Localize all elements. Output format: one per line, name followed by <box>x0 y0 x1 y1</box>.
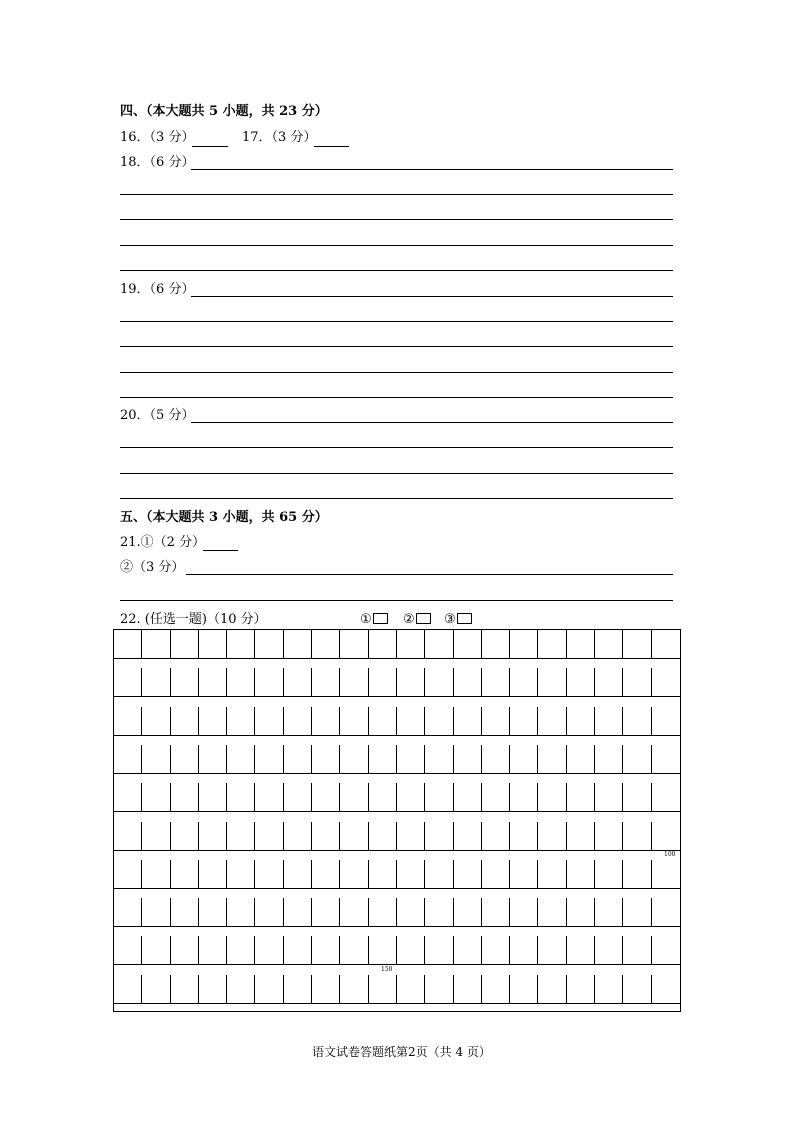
grid-cell[interactable] <box>142 707 170 735</box>
grid-cell[interactable] <box>482 898 510 926</box>
grid-cell[interactable] <box>539 975 567 1003</box>
grid-cell[interactable] <box>171 745 199 773</box>
grid-cell[interactable] <box>425 860 453 888</box>
grid-cell[interactable] <box>171 668 199 696</box>
grid-cell[interactable] <box>623 668 651 696</box>
grid-row <box>114 860 680 889</box>
grid-cell[interactable] <box>312 745 340 773</box>
grid-cell[interactable] <box>454 745 482 773</box>
grid-cell[interactable] <box>454 936 482 964</box>
grid-cell[interactable] <box>369 630 397 658</box>
grid-cell[interactable] <box>482 975 510 1003</box>
grid-cell[interactable] <box>199 975 227 1003</box>
grid-cell[interactable] <box>227 822 255 850</box>
answer-line-19[interactable] <box>191 296 673 297</box>
grid-cell[interactable] <box>454 707 482 735</box>
grid-cell[interactable] <box>369 668 397 696</box>
grid-row <box>114 822 680 851</box>
grid-cell[interactable] <box>623 783 651 811</box>
grid-cell[interactable] <box>227 668 255 696</box>
grid-cell[interactable] <box>482 936 510 964</box>
grid-cell[interactable] <box>652 936 680 964</box>
grid-cell[interactable] <box>114 668 142 696</box>
choice-2-checkbox[interactable] <box>416 613 431 624</box>
grid-cell[interactable] <box>482 707 510 735</box>
grid-cell[interactable] <box>284 783 312 811</box>
grid-cell[interactable] <box>595 898 623 926</box>
grid-cell[interactable] <box>114 936 142 964</box>
grid-cell[interactable] <box>510 860 538 888</box>
grid-cell[interactable] <box>425 936 453 964</box>
grid-cell[interactable] <box>171 783 199 811</box>
grid-cell[interactable] <box>284 860 312 888</box>
grid-cell[interactable] <box>199 707 227 735</box>
grid-cell[interactable] <box>142 822 170 850</box>
grid-cell[interactable] <box>567 783 595 811</box>
answer-line-18[interactable] <box>191 169 673 170</box>
grid-cell[interactable] <box>114 783 142 811</box>
grid-cell[interactable] <box>425 630 453 658</box>
grid-cell[interactable] <box>623 898 651 926</box>
grid-cell[interactable] <box>482 860 510 888</box>
grid-cell[interactable] <box>256 668 284 696</box>
grid-cell[interactable] <box>425 898 453 926</box>
grid-cell[interactable] <box>284 822 312 850</box>
grid-cell[interactable] <box>340 707 368 735</box>
question-22-label: 22. (任选一题)（10 分） <box>120 612 267 627</box>
grid-cell[interactable] <box>312 898 340 926</box>
grid-cell[interactable] <box>539 783 567 811</box>
grid-cell[interactable] <box>652 860 680 888</box>
grid-cell[interactable] <box>454 783 482 811</box>
grid-cell[interactable] <box>171 630 199 658</box>
question-19-label: 19．（6 分） <box>120 282 195 297</box>
grid-cell[interactable] <box>652 630 680 658</box>
grid-cell[interactable] <box>397 975 425 1003</box>
grid-cell[interactable] <box>567 630 595 658</box>
grid-cell[interactable] <box>227 630 255 658</box>
grid-cell[interactable] <box>142 898 170 926</box>
page-footer: 语文试卷答题纸第2页（共 4 页） <box>312 1045 491 1059</box>
grid-cell[interactable] <box>142 936 170 964</box>
grid-cell[interactable] <box>312 630 340 658</box>
grid-cell[interactable] <box>623 630 651 658</box>
grid-row <box>114 630 680 659</box>
grid-cell[interactable] <box>652 822 680 850</box>
answer-line-19[interactable] <box>120 372 673 373</box>
grid-cell[interactable] <box>652 898 680 926</box>
choice-1-checkbox[interactable] <box>373 613 388 624</box>
grid-cell[interactable] <box>397 783 425 811</box>
grid-cell[interactable] <box>227 707 255 735</box>
grid-cell[interactable] <box>340 822 368 850</box>
grid-cell[interactable] <box>623 936 651 964</box>
grid-cell[interactable] <box>340 745 368 773</box>
question-20-label: 20．（5 分） <box>120 408 195 423</box>
question-17-label: 17．（3 分） <box>242 130 317 145</box>
grid-cell[interactable] <box>256 707 284 735</box>
grid-cell[interactable] <box>114 898 142 926</box>
grid-cell[interactable] <box>397 822 425 850</box>
grid-cell[interactable] <box>539 745 567 773</box>
answer-line-18[interactable] <box>120 219 673 220</box>
grid-cell[interactable] <box>369 860 397 888</box>
grid-cell[interactable] <box>142 745 170 773</box>
grid-cell[interactable] <box>114 707 142 735</box>
section-4-heading: 四、（本大题共 5 小题，共 23 分） <box>120 104 328 119</box>
grid-cell[interactable] <box>567 860 595 888</box>
grid-cell[interactable] <box>425 745 453 773</box>
grid-cell[interactable] <box>256 860 284 888</box>
grid-cell[interactable] <box>539 936 567 964</box>
grid-cell[interactable] <box>567 707 595 735</box>
grid-cell[interactable] <box>567 898 595 926</box>
grid-cell[interactable] <box>510 975 538 1003</box>
grid-cell[interactable] <box>482 630 510 658</box>
grid-cell[interactable] <box>284 707 312 735</box>
grid-cell[interactable] <box>454 668 482 696</box>
grid-cell[interactable] <box>142 668 170 696</box>
grid-cell[interactable] <box>369 745 397 773</box>
grid-cell[interactable] <box>171 898 199 926</box>
answer-line-18[interactable] <box>120 270 673 271</box>
grid-cell[interactable] <box>510 783 538 811</box>
grid-row <box>114 707 680 736</box>
choice-1[interactable] <box>360 612 388 628</box>
grid-cell[interactable] <box>567 975 595 1003</box>
answer-line-19[interactable] <box>120 397 673 398</box>
grid-cell[interactable] <box>595 630 623 658</box>
grid-cell[interactable] <box>256 745 284 773</box>
grid-cell[interactable] <box>454 975 482 1003</box>
answer-blank-21-1[interactable] <box>203 550 238 551</box>
grid-cell[interactable] <box>567 668 595 696</box>
grid-cell[interactable] <box>652 707 680 735</box>
grid-cell[interactable] <box>425 822 453 850</box>
grid-cell[interactable] <box>595 745 623 773</box>
grid-cell[interactable] <box>425 975 453 1003</box>
grid-cell[interactable] <box>199 898 227 926</box>
answer-line-18[interactable] <box>120 194 673 195</box>
grid-cell[interactable] <box>510 822 538 850</box>
answer-line-19[interactable] <box>120 346 673 347</box>
question-21-1-label: 21.①（2 分） <box>120 535 206 550</box>
answer-line-18[interactable] <box>120 245 673 246</box>
grid-cell[interactable] <box>595 975 623 1003</box>
grid-cell[interactable] <box>284 898 312 926</box>
grid-cell[interactable] <box>284 668 312 696</box>
grid-cell[interactable] <box>539 707 567 735</box>
grid-cell[interactable] <box>454 898 482 926</box>
grid-cell[interactable] <box>312 936 340 964</box>
grid-cell[interactable] <box>114 745 142 773</box>
grid-cell[interactable] <box>199 822 227 850</box>
grid-cell[interactable] <box>284 975 312 1003</box>
grid-row <box>114 898 680 927</box>
grid-row <box>114 745 680 774</box>
grid-cell[interactable] <box>425 783 453 811</box>
grid-row <box>114 668 680 697</box>
grid-cell[interactable] <box>595 668 623 696</box>
grid-row <box>114 936 680 965</box>
grid-cell[interactable] <box>340 630 368 658</box>
answer-line-19[interactable] <box>120 321 673 322</box>
grid-cell[interactable] <box>114 860 142 888</box>
choice-1-label: ① <box>360 612 372 627</box>
grid-cell[interactable] <box>256 898 284 926</box>
grid-row <box>114 783 680 812</box>
grid-cell[interactable] <box>510 745 538 773</box>
grid-cell[interactable] <box>369 822 397 850</box>
grid-cell[interactable] <box>567 822 595 850</box>
grid-cell[interactable] <box>312 860 340 888</box>
grid-row <box>114 975 680 1004</box>
grid-cell[interactable] <box>256 822 284 850</box>
grid-cell[interactable] <box>340 860 368 888</box>
grid-cell[interactable] <box>539 630 567 658</box>
choice-2[interactable] <box>403 612 431 628</box>
grid-cell[interactable] <box>256 975 284 1003</box>
grid-cell[interactable] <box>369 975 397 1003</box>
grid-cell[interactable] <box>482 783 510 811</box>
grid-cell[interactable] <box>397 707 425 735</box>
grid-cell[interactable] <box>397 745 425 773</box>
question-18-label: 18．（6 分） <box>120 155 195 170</box>
composition-grid <box>113 629 681 1012</box>
grid-cell[interactable] <box>199 745 227 773</box>
grid-cell[interactable] <box>227 745 255 773</box>
grid-cell[interactable] <box>171 822 199 850</box>
section-5-heading: 五、（本大题共 3 小题，共 65 分） <box>120 510 328 525</box>
choice-3-checkbox[interactable] <box>457 613 472 624</box>
answer-line-20[interactable] <box>191 422 673 423</box>
grid-cell[interactable] <box>114 630 142 658</box>
grid-cell[interactable] <box>312 668 340 696</box>
grid-cell[interactable] <box>171 707 199 735</box>
grid-cell[interactable] <box>312 975 340 1003</box>
question-21-2-label: ②（3 分） <box>120 560 185 575</box>
grid-cell[interactable] <box>284 936 312 964</box>
grid-cell[interactable] <box>142 630 170 658</box>
grid-cell[interactable] <box>369 707 397 735</box>
question-16-label: 16．（3 分） <box>120 130 195 145</box>
grid-cell[interactable] <box>510 936 538 964</box>
grid-cell[interactable] <box>199 860 227 888</box>
grid-cell[interactable] <box>595 822 623 850</box>
grid-cell[interactable] <box>510 668 538 696</box>
grid-cell[interactable] <box>142 860 170 888</box>
grid-cell[interactable] <box>623 745 651 773</box>
grid-cell[interactable] <box>227 783 255 811</box>
answer-blank-16[interactable] <box>192 146 228 147</box>
grid-cell[interactable] <box>652 668 680 696</box>
grid-cell[interactable] <box>595 936 623 964</box>
grid-cell[interactable] <box>312 783 340 811</box>
grid-cell[interactable] <box>340 936 368 964</box>
grid-cell[interactable] <box>623 860 651 888</box>
grid-cell[interactable] <box>284 745 312 773</box>
grid-cell[interactable] <box>340 975 368 1003</box>
answer-line-20[interactable] <box>120 447 673 448</box>
choice-2-label: ② <box>403 612 415 627</box>
grid-cell[interactable] <box>652 783 680 811</box>
grid-cell[interactable] <box>595 783 623 811</box>
grid-cell[interactable] <box>171 936 199 964</box>
grid-cell[interactable] <box>425 707 453 735</box>
grid-cell[interactable] <box>454 860 482 888</box>
grid-cell[interactable] <box>567 936 595 964</box>
grid-cell[interactable] <box>539 668 567 696</box>
grid-cell[interactable] <box>312 707 340 735</box>
grid-cell[interactable] <box>397 860 425 888</box>
grid-cell[interactable] <box>623 707 651 735</box>
grid-cell[interactable] <box>425 668 453 696</box>
grid-cell[interactable] <box>539 860 567 888</box>
grid-cell[interactable] <box>482 822 510 850</box>
grid-cell[interactable] <box>199 936 227 964</box>
grid-cell[interactable] <box>454 822 482 850</box>
grid-cell[interactable] <box>397 630 425 658</box>
grid-cell[interactable] <box>171 975 199 1003</box>
grid-cell[interactable] <box>623 975 651 1003</box>
grid-cell[interactable] <box>482 668 510 696</box>
grid-cell[interactable] <box>227 898 255 926</box>
grid-cell[interactable] <box>652 975 680 1003</box>
grid-cell[interactable] <box>284 630 312 658</box>
grid-cell[interactable] <box>199 783 227 811</box>
grid-cell[interactable] <box>369 898 397 926</box>
grid-cell[interactable] <box>510 707 538 735</box>
grid-cell[interactable] <box>340 783 368 811</box>
grid-cell[interactable] <box>340 668 368 696</box>
grid-cell[interactable] <box>623 822 651 850</box>
grid-cell[interactable] <box>539 898 567 926</box>
answer-line-20[interactable] <box>120 498 673 499</box>
grid-cell[interactable] <box>312 822 340 850</box>
answer-line-21-2[interactable] <box>120 600 673 601</box>
grid-cell[interactable] <box>256 630 284 658</box>
grid-cell[interactable] <box>369 783 397 811</box>
grid-cell[interactable] <box>227 860 255 888</box>
word-count-marker-150: 150 <box>381 966 393 973</box>
grid-cell[interactable] <box>510 898 538 926</box>
grid-cell[interactable] <box>567 745 595 773</box>
answer-line-21-2[interactable] <box>186 574 673 575</box>
grid-cell[interactable] <box>595 860 623 888</box>
word-count-marker-100: 100 <box>664 851 676 858</box>
choice-3[interactable] <box>444 612 472 628</box>
grid-cell[interactable] <box>369 936 397 964</box>
grid-cell[interactable] <box>227 975 255 1003</box>
grid-cell[interactable] <box>482 745 510 773</box>
answer-blank-17[interactable] <box>314 146 349 147</box>
choice-3-label: ③ <box>444 612 456 627</box>
grid-cell[interactable] <box>340 898 368 926</box>
grid-cell[interactable] <box>397 936 425 964</box>
grid-cell[interactable] <box>397 898 425 926</box>
grid-cell[interactable] <box>114 975 142 1003</box>
grid-cell[interactable] <box>256 936 284 964</box>
grid-cell[interactable] <box>510 630 538 658</box>
grid-cell[interactable] <box>595 707 623 735</box>
grid-cell[interactable] <box>171 860 199 888</box>
grid-cell[interactable] <box>142 783 170 811</box>
grid-cell[interactable] <box>539 822 567 850</box>
grid-cell[interactable] <box>199 668 227 696</box>
grid-cell[interactable] <box>227 936 255 964</box>
grid-cell[interactable] <box>142 975 170 1003</box>
grid-cell[interactable] <box>114 822 142 850</box>
grid-cell[interactable] <box>199 630 227 658</box>
grid-cell[interactable] <box>652 745 680 773</box>
answer-line-20[interactable] <box>120 473 673 474</box>
grid-cell[interactable] <box>454 630 482 658</box>
grid-cell[interactable] <box>397 668 425 696</box>
grid-cell[interactable] <box>256 783 284 811</box>
